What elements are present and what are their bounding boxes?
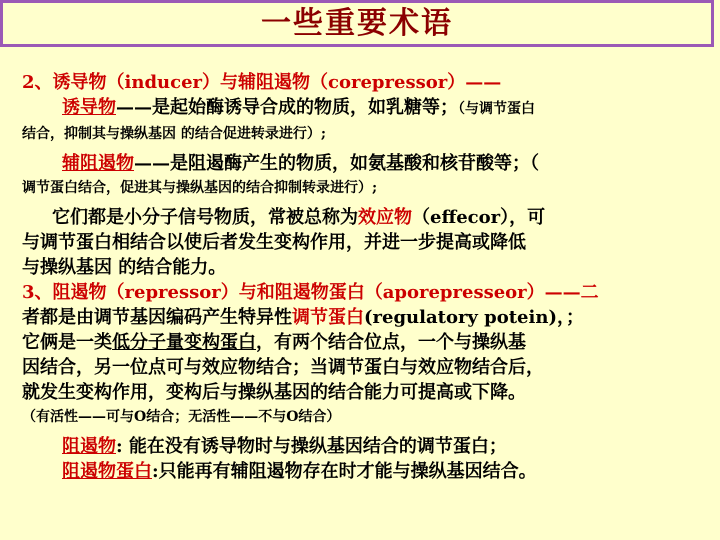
corepressor-paren: （ bbox=[530, 153, 539, 174]
page-title: 一些重要术语 bbox=[261, 6, 453, 41]
repressor-line bbox=[22, 434, 712, 459]
inducer-term: 诱导物 bbox=[62, 97, 116, 118]
section-3-line-2 bbox=[22, 305, 712, 330]
line2-text-a: 者都是由调节基因编码产生特异性 bbox=[22, 307, 292, 328]
section-3-line-4: 因结合，另一位点可与效应物结合；当调节蛋白与效应物结合后， bbox=[22, 357, 544, 378]
line3-text-a: 它俩是一类 bbox=[22, 332, 112, 353]
corepressor-definition: ——是阻遏酶产生的物质，如氨基酸和核苷酸等； bbox=[134, 153, 530, 174]
regulatory-protein-term: 调节蛋白 bbox=[292, 307, 364, 328]
repressor-term: 阻遏物 bbox=[62, 436, 116, 457]
section-3-line-5: 就发生变构作用，变构后与操纵基因的结合能力可提高或下降。 bbox=[22, 382, 526, 403]
aporepressor-term: 阻遏物蛋白 bbox=[62, 461, 152, 482]
effector-term: 效应物 bbox=[358, 207, 412, 228]
inducer-note-a: （与调节蛋白 bbox=[458, 101, 535, 117]
effector-line-1 bbox=[22, 205, 712, 230]
aporepressor-line bbox=[22, 459, 712, 484]
effector-text-a: 它们都是小分子信号物质，常被总称为 bbox=[52, 207, 358, 228]
line3-text-b: ，有两个结合位点，一个与操纵基 bbox=[256, 332, 526, 353]
effector-text-b: （effecor），可 bbox=[412, 207, 546, 228]
effector-line-2: 与调节蛋白相结合以使后者发生变构作用，并进一步提高或降低 bbox=[22, 232, 526, 253]
corepressor-note: 调节蛋白结合，促进其与操纵基因的结合抑制转录进行）; bbox=[22, 180, 378, 196]
repressor-definition: : 能在没有诱导物时与操纵基因结合的调节蛋白； bbox=[116, 436, 507, 457]
inducer-note-b: 结合，抑制其与操纵基因 的结合促进转录进行）; bbox=[22, 126, 327, 142]
aporepressor-definition: :只能再有辅阻遏物存在时才能与操纵基因结合。 bbox=[152, 461, 537, 482]
title-bar bbox=[0, 0, 714, 47]
corepressor-line bbox=[22, 151, 712, 176]
inducer-definition: ——是起始酶诱导合成的物质，如乳糖等； bbox=[116, 97, 458, 118]
line2-text-b: (regulatory potein)，； bbox=[364, 307, 584, 328]
section-2-heading: 2、诱导物（inducer）与辅阻遏物（corepressor）—— bbox=[22, 72, 502, 93]
corepressor-term: 辅阻遏物 bbox=[62, 153, 134, 174]
activity-note: （有活性——可与O结合；无活性——不与O结合） bbox=[22, 409, 341, 425]
effector-line-3: 与操纵基因 的结合能力。 bbox=[22, 257, 227, 278]
section-3-line-3 bbox=[22, 330, 712, 355]
allosteric-protein-term: 低分子量变构蛋白 bbox=[112, 332, 256, 353]
content-body bbox=[22, 70, 712, 484]
section-3-heading: 3、阻遏物（repressor）与和阻遏物蛋白（aporepresseor）——二 bbox=[22, 282, 599, 303]
inducer-line bbox=[22, 95, 712, 122]
